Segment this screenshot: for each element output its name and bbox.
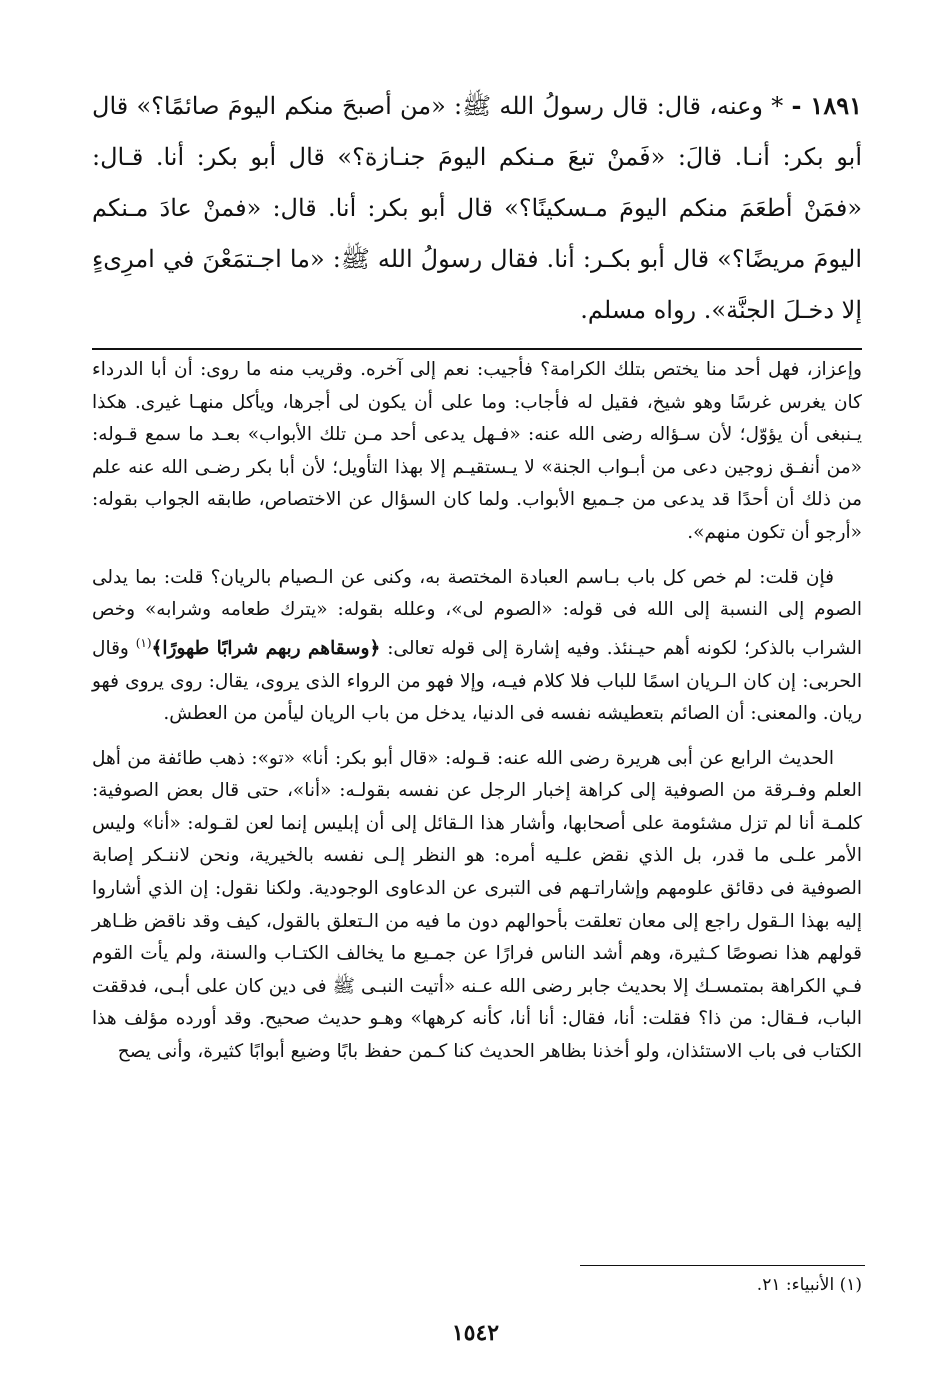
page-number: ١٥٤٢ bbox=[451, 1320, 500, 1346]
separator-rule bbox=[92, 348, 862, 350]
commentary-paragraph-1: وإعزاز، فهل أحد منا يختص بتلك الكرامة؟ فأجيب: نعم إلى آخره. وقريب منه ما روى: أن أبا الدرداء كان يغرس غرسًا وهو شيخ، فقيل له فأجاب: وما على أن يكون لى أجرها، ويأكل منهـا غيرى. هكذا يـنبغى أن يؤوّل؛ لأن سـؤاله رضى الله عنه: «فـهل يدعى أحد مـن تلك الأبواب» بعـد ما سمع قـوله: «من أنفـق زوجين دعى من أبـواب الجنة» لا يـستقيـم إلا بهذا التأويل؛ لأن أبا بكر رضـى الله عنه علم من ذلك أن أحدًا قد يدعى من جـميع الأبواب. ولما كان السؤال عن الاختصاص، طابقه الجواب بقوله: «أرجو أن تكون منهم». bbox=[92, 359, 862, 543]
footnote-reference: (١) bbox=[135, 635, 152, 650]
commentary-block bbox=[92, 354, 862, 1069]
hadith-body: * وعنه، قال: قال رسولُ الله ﷺ: «من أصبحَ منكم اليومَ صائمًا؟» قال أبو بكر: أنـا. قالَ: «فَمنْ تبعَ مـنكم اليومَ جنـازة؟» قال أبو بكر: أنا. قـال: «فمَنْ أطعَمَ منكم اليومَ مـسكينًا؟» قال أبو بكر: أنا. قال: «فمنْ عادَ مـنكم اليومَ مريضًا؟» قال أبو بكـر: أنا. فقال رسولُ الله ﷺ: «ما اجـتمَعْنَ في امرِىءٍ إلا دخـلَ الجنَّة». رواه مسلم. bbox=[92, 92, 862, 324]
commentary-paragraph-2 bbox=[92, 562, 862, 731]
commentary-paragraph-2-part-b: وقال الحربى: إن كان الـريان اسمًا للباب فلا كلام فيـه، وإلا فهو من الرواء الذى يروى، يقال: روى يروى فهو ريان. والمعنى: أن الصائم بتعطيشه نفسه فى الدنيا، يدخل من باب الريان ليأمن من العطش. bbox=[92, 637, 862, 725]
quran-verse: ﴿وسقاهم ربهم شرابًا طهورًا﴾ bbox=[151, 637, 381, 659]
hadith-number: ١٨٩١ - bbox=[791, 91, 862, 120]
commentary-paragraph-3: الحديث الرابع عن أبى هريرة رضى الله عنه: قـوله: «قال أبو بكر: أنا» «تو»: ذهب طائفة من أهل العلم وفـرقة من الصوفية إلى كراهة إخبار الرجل عن نفسه بقولـه: «أنا»، حتى قال بعض الصوفية: كلمـة أنا لم تزل مشئومة على أصحابها، وأشار هذا الـقائل إلى أن إبليس إنما لعن لقـوله: «أنا» وليس الأمر علـى ما قدر، بل الذي نقض علـيه أمره: هو النظر إلـى نفسه بالخيرية، ونحن لاننـكر إصابة الصوفية فى دقائق علومهم وإشاراتـهم فى التبرى عن الدعاوى الوجودية. ولكنا نقول: إن الذي أشاروا إليه بهذا الـقول راجع إلى معان تعلقت بأحوالهم دون ما فيه من الـتعلق بالقول، كيف وقد ناقض ظـاهر قولهم هذا نصوصًا كـثيرة، وهم أشد الناس فرارًا عن جمـيع ما يخالف الكتـاب والسنة، ولم يأت القوم فـي الكراهة بمتمسـك إلا بحديث جابر رضى الله عـنه «أتيت النبـى ﷺ فى دين كان على أبـى، فدققت الباب، فـقال: من ذا؟ فقلت: أنا، فقال: أنا أنا، كأنه كرهها» وهـو حديث صحيح. وقد أورده مؤلف هذا الكتاب فى باب الاستئذان، ولو أخذنا بظاهر الحديث كنا كـمن حفظ بابًا وضيع أبوابًا كثيرة، وأنى يصح bbox=[92, 747, 862, 1063]
footnote-text: (١) الأنبياء: ٢١. bbox=[756, 1275, 862, 1295]
hadith-text-block bbox=[92, 80, 862, 336]
footnote-separator bbox=[580, 1265, 865, 1266]
commentary-paragraph-2-part-a: فإن قلت: لم خص كل باب بـاسم العبادة المختصة به، وكنى عن الـصيام بالريان؟ قلت: بما يدلى الصوم إلى النسبة إلى الله فى قوله: «الصوم لى»، وعلله بقوله: «يترك طعامه وشرابه» وخص الشراب بالذكر؛ لكونه أهم حيـنئذ. وفيه إشارة إلى قوله تعالى: bbox=[92, 566, 862, 659]
